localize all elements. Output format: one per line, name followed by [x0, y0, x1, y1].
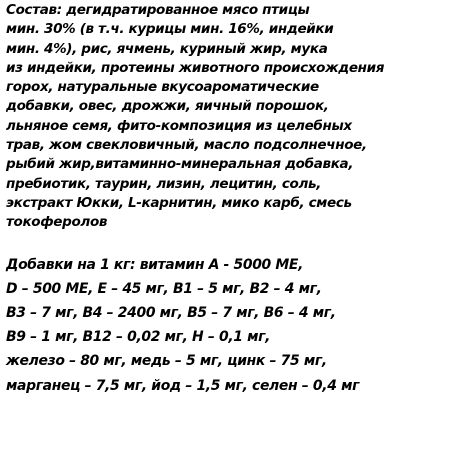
- composition-line: трав, жом свекловичный, масло подсолнечное,: [6, 137, 367, 154]
- supplement-line: железо – 80 мг, медь – 5 мг, цинк – 75 мг,: [6, 353, 327, 370]
- supplement-line: марганец – 7,5 мг, йод – 1,5 мг, селен – 0,4 мг: [6, 377, 360, 394]
- composition-section: [6, 1, 448, 233]
- composition-line: мин. 30% (в т.ч. курицы мин. 16%, индейки: [6, 21, 334, 38]
- composition-line: добавки, овес, дрожжи, яичный порошок,: [6, 98, 329, 115]
- composition-line: льняное семя, фито-композиция из целебных: [6, 117, 352, 134]
- composition-line: горох, натуральные вкусоароматические: [6, 79, 319, 96]
- composition-line: экстракт Юкки, L-карнитин, мико карб, смесь: [6, 194, 352, 211]
- composition-line: рыбий жир,витаминно-минеральная добавка,: [6, 156, 354, 173]
- composition-line: мин. 4%), рис, ячмень, куриный жир, мука: [6, 40, 328, 57]
- composition-line: пребиотик, таурин, лизин, лецитин, соль,: [6, 175, 322, 192]
- supplement-line: В3 – 7 мг, В4 – 2400 мг, В5 – 7 мг, В6 – 4 мг,: [6, 304, 336, 321]
- supplements-section: [6, 253, 448, 398]
- supplement-line: В9 – 1 мг, В12 – 0,02 мг, Н – 0,1 мг,: [6, 329, 271, 346]
- ingredients-document: [6, 1, 448, 398]
- composition-line: токоферолов: [6, 214, 108, 231]
- composition-line: из индейки, протеины животного происхождения: [6, 59, 385, 76]
- section-spacer: [6, 233, 448, 253]
- supplement-line: Добавки на 1 кг: витамин А - 5000 МЕ,: [6, 256, 304, 273]
- supplement-line: D – 500 МЕ, Е – 45 мг, В1 – 5 мг, В2 – 4 мг,: [6, 280, 322, 297]
- composition-line: Состав: дегидратированное мясо птицы: [6, 2, 310, 18]
